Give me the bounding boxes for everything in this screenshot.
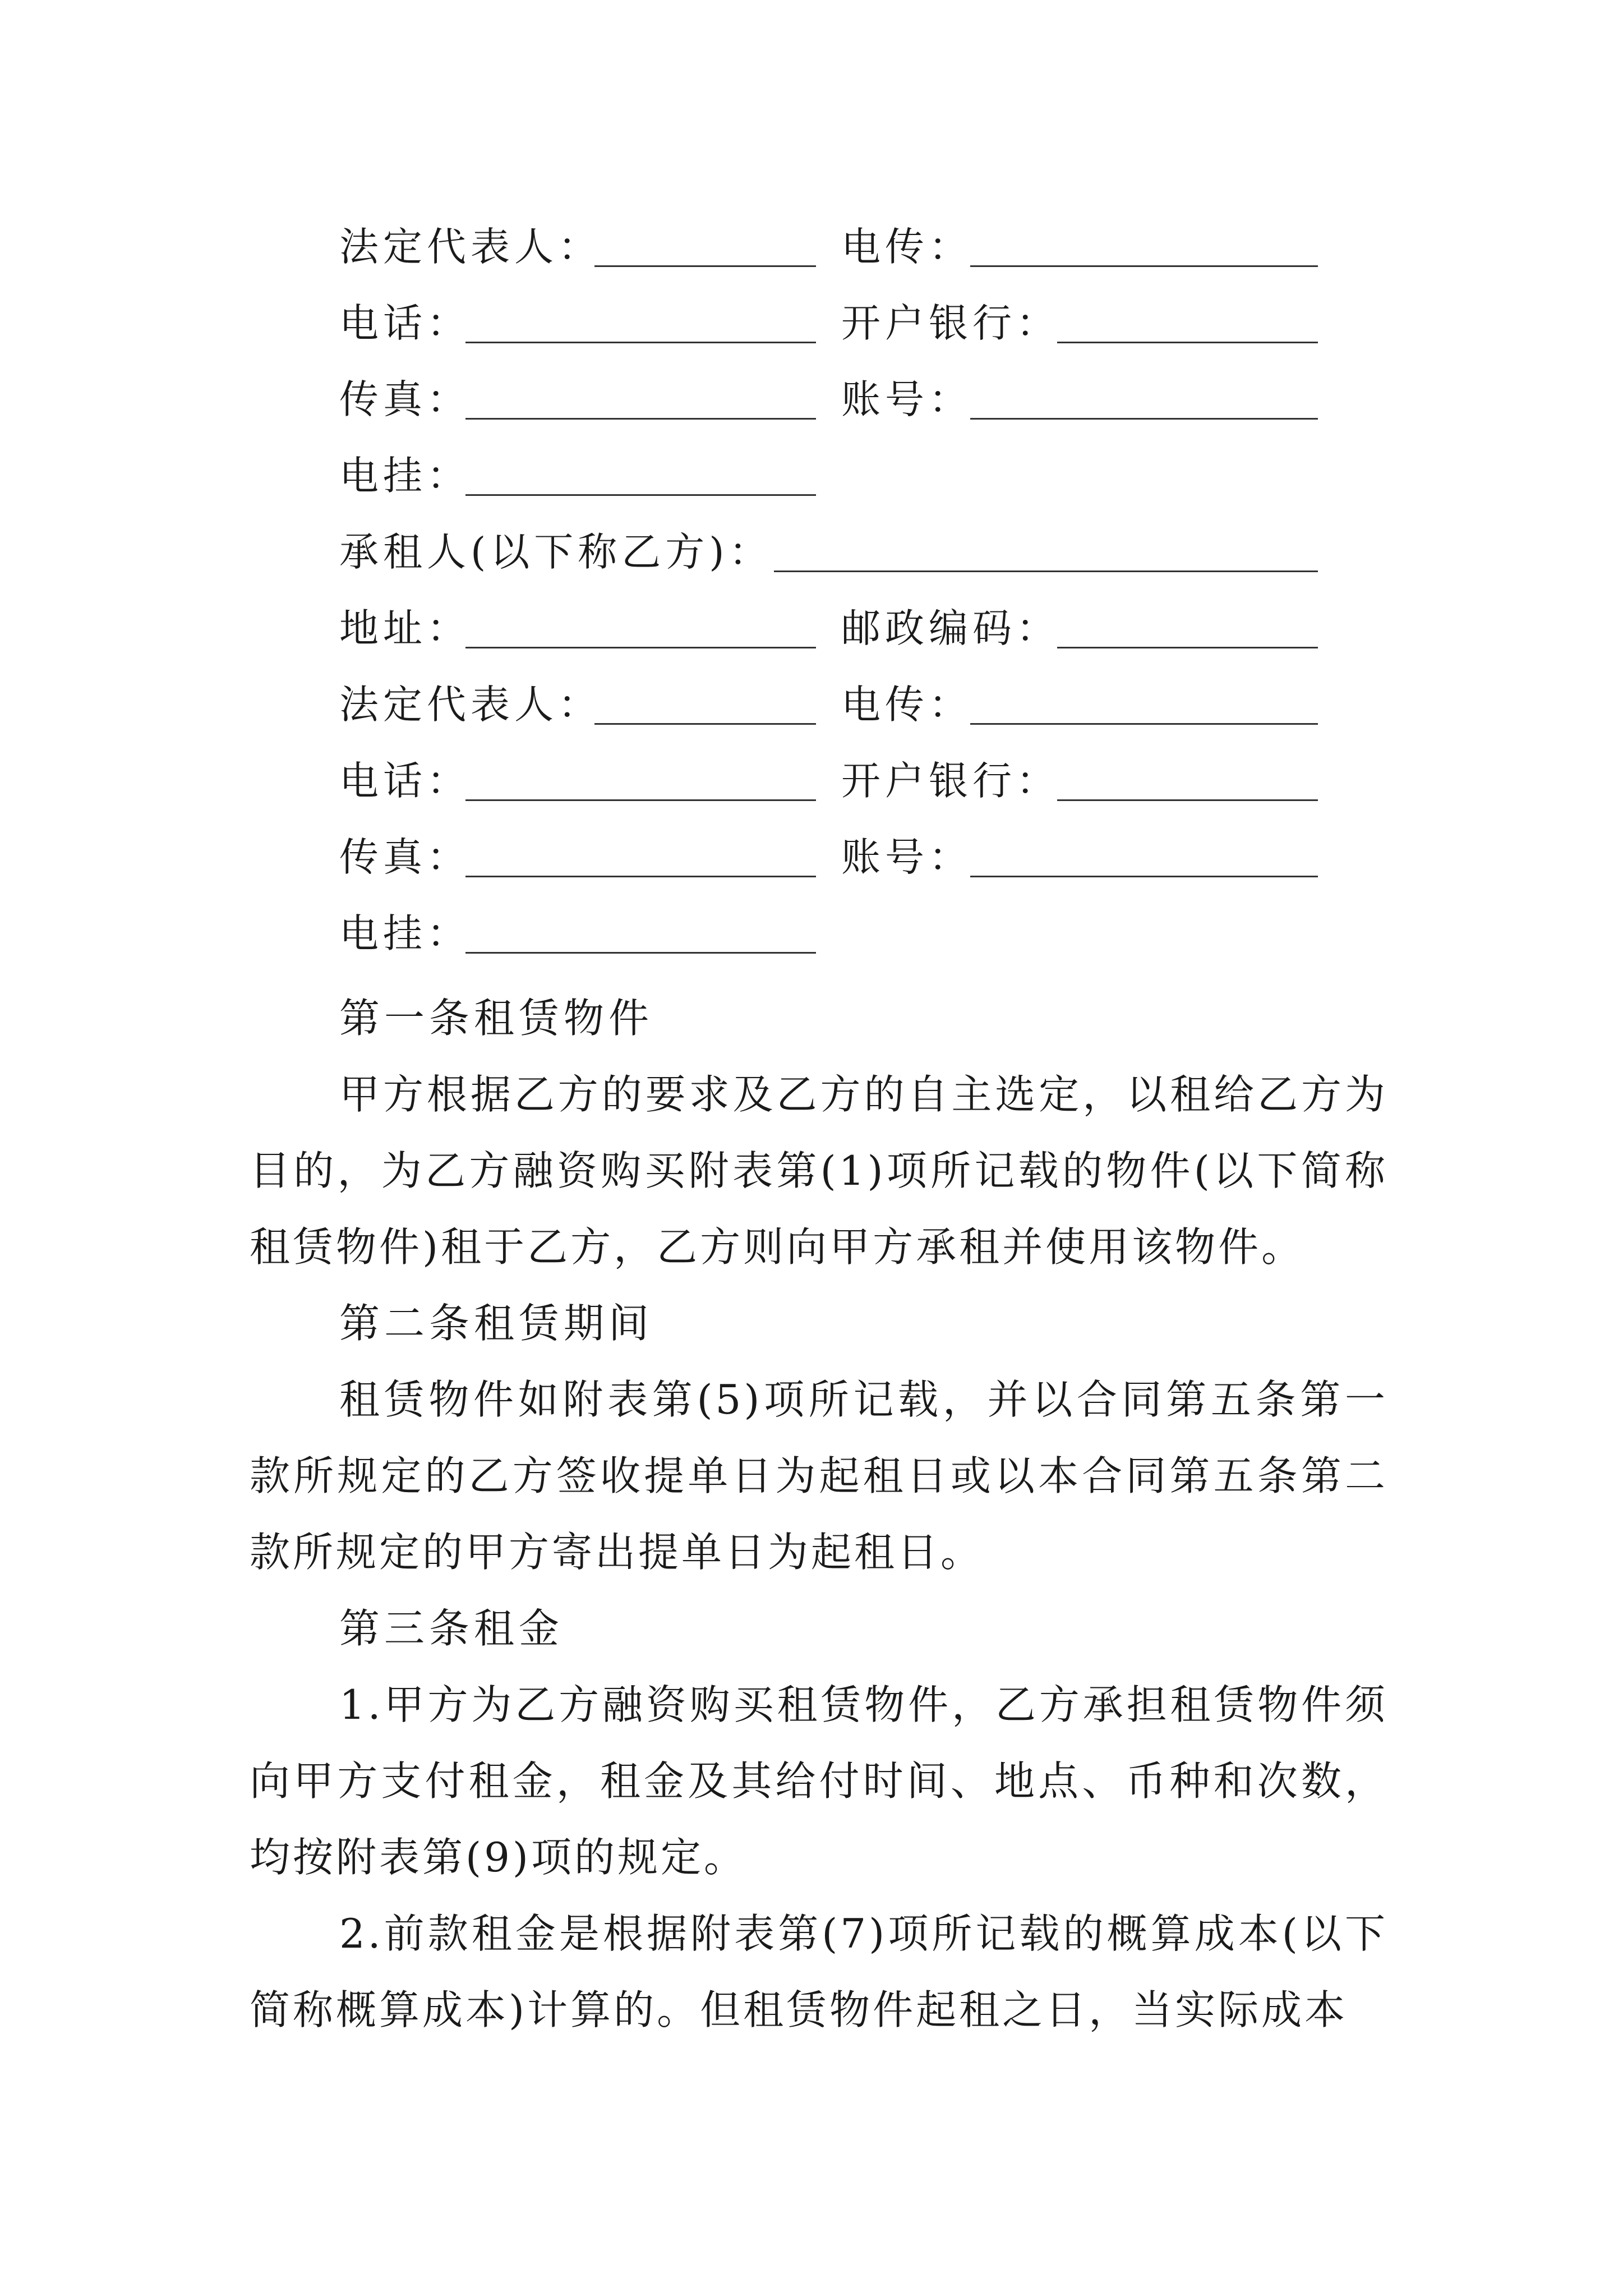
lessee-address-field[interactable] [339,597,816,659]
lessee-row-fax [0,826,1623,888]
blank-line [970,723,1318,725]
lessee-telegraph-field[interactable] [841,674,1318,735]
lessor-row-legal-rep [0,216,1623,278]
article-3-item-2: 2.前款租金是根据附表第(7)项所记载的概算成本(以下简称概算成本)计算的。但租赁物件起租之日，当实际成本 [250,1910,1388,2033]
field-label: 电话： [339,758,471,804]
field-label: 传真： [339,376,471,422]
article-2-body: 租赁物件如附表第(5)项所记载，并以合同第五条第一款所规定的乙方签收提单日为起租日或以本合同第五条第二款所规定的甲方寄出提单日为起租日。 [250,1376,1388,1576]
field-label: 邮政编码： [841,605,1060,651]
blank-line [465,799,816,801]
field-label: 电挂： [339,910,471,956]
blank-line [1057,647,1318,648]
lessee-account-field[interactable] [841,826,1318,888]
lessee-bank-field[interactable] [841,750,1318,812]
lessor-phone-field[interactable] [339,292,816,354]
lessee-row-name [0,521,1623,583]
article-2-title: 第二条租赁期间 [339,1300,654,1347]
lessee-legal-rep-field[interactable] [339,674,816,735]
blank-line [465,418,816,420]
field-label: 开户银行： [841,300,1060,346]
lessee-phone-field[interactable] [339,750,816,812]
blank-line [1057,342,1318,343]
lessee-name-field[interactable] [339,521,1318,583]
lessor-row-phone [0,292,1623,354]
field-label: 开户银行： [841,758,1060,804]
field-label: 法定代表人： [339,224,602,270]
lessee-row-cable [0,903,1623,964]
lessor-row-cable [0,445,1623,507]
lessor-row-fax [0,369,1623,430]
field-label: 账号： [841,376,972,422]
blank-line [1057,799,1318,801]
blank-line [465,647,816,648]
field-label: 地址： [339,605,471,651]
field-label: 电挂： [339,453,471,499]
field-label: 承租人(以下称乙方)： [339,529,773,575]
field-label: 电传： [841,682,972,728]
blank-line [774,570,1318,572]
field-label: 电传： [841,224,972,270]
lessor-legal-rep-field[interactable] [339,216,816,278]
lessor-cable-field[interactable] [339,445,816,507]
lessee-row-legal-rep [0,674,1623,735]
field-label: 传真： [339,834,471,880]
article-1-title: 第一条租赁物件 [339,995,654,1042]
field-label: 账号： [841,834,972,880]
lessee-row-phone [0,750,1623,812]
article-3-title: 第三条租金 [339,1605,564,1652]
lessor-bank-field[interactable] [841,292,1318,354]
lessor-telegraph-field[interactable] [841,216,1318,278]
lessee-row-address [0,597,1623,659]
blank-line [465,876,816,877]
lessor-account-field[interactable] [841,369,1318,430]
lessee-fax-field[interactable] [339,826,816,888]
blank-line [594,723,816,725]
lessee-cable-field[interactable] [339,903,816,964]
lessee-postcode-field[interactable] [841,597,1318,659]
field-label: 法定代表人： [339,682,602,728]
lessor-fax-field[interactable] [339,369,816,430]
blank-line [465,342,816,343]
blank-line [465,952,816,954]
blank-line [465,494,816,496]
blank-line [970,418,1318,420]
article-1-body: 甲方根据乙方的要求及乙方的自主选定，以租给乙方为目的，为乙方融资购买附表第(1)项所记载的物件(以下简称租赁物件)租于乙方，乙方则向甲方承租并使用该物件。 [250,1071,1388,1271]
field-label: 电话： [339,300,471,346]
blank-line [594,265,816,267]
blank-line [970,876,1318,877]
blank-line [970,265,1318,267]
article-3-item-1: 1.甲方为乙方融资购买租赁物件，乙方承担租赁物件须向甲方支付租金，租金及其给付时间、地点、币种和次数，均按附表第(9)项的规定。 [250,1681,1388,1881]
